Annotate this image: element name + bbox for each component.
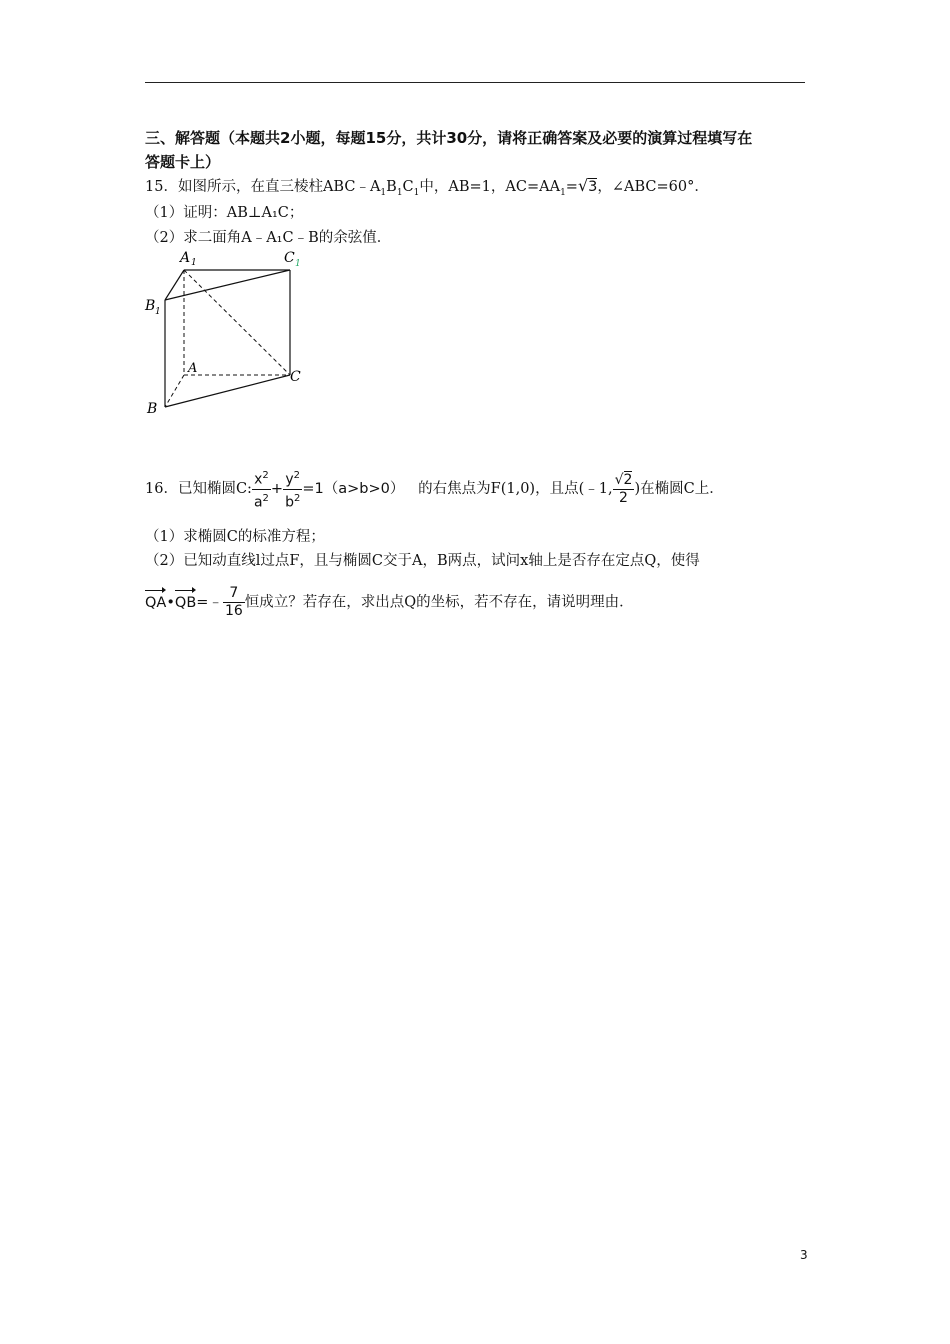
q16-stem-c: )在椭圆C上． <box>634 481 724 498</box>
q16-tail: 恒成立？若存在，求出点Q的坐标，若不存在，请说明理由． <box>244 594 634 611</box>
num-7: 7 <box>223 585 245 603</box>
section-header-line1: 三、解答题（本题共2小题，每题15分，共计30分，请将正确答案及必要的演算过程填写在 <box>145 129 753 147</box>
a-var: a <box>253 494 263 511</box>
page-number: 3 <box>800 1248 808 1262</box>
q16-condition <box>145 585 634 620</box>
label-B1: B <box>145 298 156 314</box>
edge-a1b1 <box>165 270 184 300</box>
equals-minus: =﹣ <box>196 594 223 611</box>
y-exp: 2 <box>293 470 301 481</box>
a-exp: 2 <box>262 492 269 504</box>
q15-stem-d: ，∠ABC=60°． <box>597 179 709 195</box>
q16-stem-a: 已知椭圆C: <box>177 481 252 498</box>
sqrt-symbol: √ <box>577 176 589 195</box>
label-C: C <box>290 369 301 385</box>
label-C1-sub: 1 <box>295 259 301 269</box>
y-var: y <box>285 471 294 488</box>
label-A: A <box>188 361 198 376</box>
sqrt-symbol-2: √ <box>614 471 624 488</box>
label-A1-sub: 1 <box>191 258 197 268</box>
b-var: b <box>285 494 294 511</box>
label-A1: A <box>180 250 191 266</box>
section-header-line2: 答题卡上） <box>145 153 221 171</box>
q16-number: 16． <box>145 481 178 498</box>
edge-a1c <box>184 270 290 375</box>
q15-stem-c: = <box>565 179 578 195</box>
q15-stem: 15．如图所示，在直三棱柱$ABC﹣A_1B_1C_1$中，AB=1，$AC=AA_1=√3$，∠ABC=60°． <box>145 176 709 198</box>
q16-eq: =1（a>b>0） <box>302 481 405 498</box>
q16-part2: （2）已知动直线l过点F，且与椭圆C交于A，B两点，试问x轴上是否存在定点Q，使得 <box>145 553 700 569</box>
x-exp: 2 <box>262 470 269 481</box>
label-B: B <box>147 401 158 417</box>
header-rule <box>145 82 805 83</box>
fraction-7-16 <box>223 585 245 620</box>
sqrt2-over-2 <box>613 472 635 507</box>
q15-part1: （1）证明：AB⊥A₁C； <box>145 205 304 221</box>
edge-ab <box>165 375 184 407</box>
sqrt2-value: 2 <box>623 471 633 488</box>
sqrt2-den: 2 <box>619 489 628 506</box>
prism-figure <box>140 245 315 420</box>
x-var: x <box>254 471 263 488</box>
edge-bc <box>165 375 290 407</box>
q15-part2: （2）求二面角A﹣A₁C﹣B的余弦值． <box>145 230 392 246</box>
y2-over-b2 <box>283 467 302 511</box>
vector-qa: QA <box>145 594 167 611</box>
q15-number: 15． <box>145 179 178 195</box>
b-exp: 2 <box>293 492 301 504</box>
label-C1: C <box>284 250 295 266</box>
q15-stem-a: 如图所示，在直三棱柱ABC﹣A <box>177 179 381 195</box>
vector-qb: QB <box>174 594 197 611</box>
x2-over-a2 <box>252 467 271 511</box>
q16-part1: （1）求椭圆C的标准方程； <box>145 529 325 545</box>
den-16: 16 <box>224 603 243 619</box>
q16-stem-b: 的右焦点为F(1,0)，且点(﹣1, <box>418 481 613 498</box>
q15-sqrt3: 3 <box>588 179 598 195</box>
q15-stem-b: 中，AB=1，AC=AA <box>419 179 561 195</box>
q16-stem: 16．已知椭圆C: $\frac{x^2}{a^2}$ + $\frac{y^2}{b^2}$ =1（a>b>0） 的右焦点为F(1,0)，且点(﹣1, $\frac{√2}{2}$ )在椭圆C上． <box>145 467 724 511</box>
label-B1-sub: 1 <box>155 307 161 317</box>
dot-product: • <box>166 594 175 611</box>
